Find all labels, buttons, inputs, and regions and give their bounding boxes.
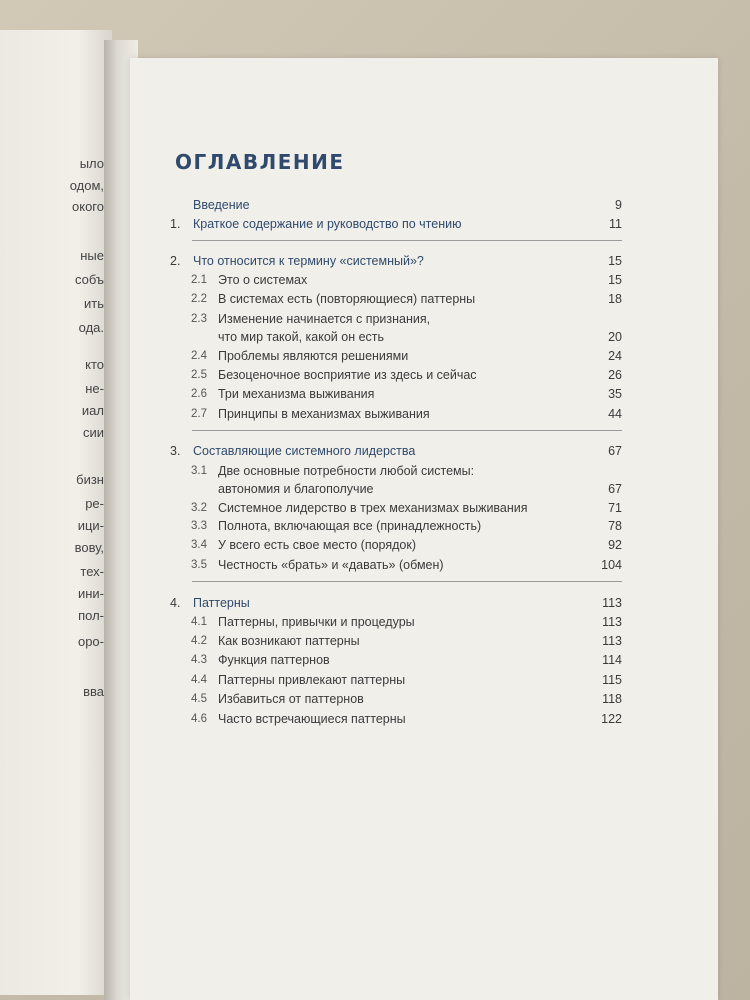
- toc-entry-title: Что относится к термину «системный»?: [193, 254, 424, 268]
- toc-entry-title: Функция паттернов: [218, 653, 330, 667]
- toc-entry-title: Паттерны: [193, 596, 250, 610]
- toc-entry-page: 44: [608, 407, 622, 421]
- toc-entry-number: 4.3: [191, 654, 207, 666]
- left-page-text: тех-: [80, 564, 104, 579]
- toc-section-entry: [170, 517, 622, 535]
- toc-section-entry: [170, 710, 622, 728]
- toc-entry-number: 4.1: [191, 616, 207, 628]
- toc-entry-number: 3.2: [191, 502, 207, 514]
- toc-entry-number: 3.5: [191, 559, 207, 571]
- toc-entry-number: 2.: [170, 254, 181, 268]
- toc-entry-page: 24: [608, 349, 622, 363]
- toc-entry-number: 2.2: [191, 293, 207, 305]
- toc-section-entry: [170, 405, 622, 423]
- toc-entry-page: 78: [608, 519, 622, 533]
- toc-entry-page: 18: [608, 292, 622, 306]
- toc-entry-title: Изменение начинается с признания,: [218, 312, 431, 326]
- toc-section-entry: [170, 651, 622, 669]
- toc-entry-number: 1.: [170, 217, 181, 231]
- section-divider: [192, 240, 622, 241]
- toc-entry-title: Системное лидерство в трех механизмах выживания: [218, 501, 528, 515]
- left-page-text: сии: [82, 425, 104, 440]
- toc-section-entry: [170, 632, 622, 650]
- toc-section-entry: [170, 328, 622, 346]
- toc-entry-title: Как возникают паттерны: [218, 634, 360, 648]
- toc-section-entry: [170, 366, 622, 384]
- left-page-text: ици-: [77, 518, 104, 533]
- left-page: [0, 30, 112, 995]
- toc-entry-title: Это о системах: [218, 273, 308, 287]
- toc-entry-title: Краткое содержание и руководство по чтению: [193, 217, 462, 231]
- toc-entry-page: 118: [602, 692, 622, 706]
- toc-chapter-entry: [170, 252, 622, 270]
- toc-entry-title: У всего есть свое место (порядок): [218, 538, 417, 552]
- toc-entry-title: Две основные потребности любой системы:: [218, 464, 475, 478]
- toc-entry-page: 113: [602, 596, 622, 610]
- toc-entry-page: 15: [608, 273, 622, 287]
- toc-entry-number: 2.7: [191, 408, 207, 420]
- toc-entry-number: 2.5: [191, 369, 207, 381]
- toc-entry-title: Три механизма выживания: [218, 387, 375, 401]
- toc-entry-title: В системах есть (повторяющиеся) паттерны: [218, 292, 476, 306]
- toc-entry-number: 3.3: [191, 520, 207, 532]
- toc-entry-number: 4.2: [191, 635, 207, 647]
- toc-entry-page: 113: [602, 615, 622, 629]
- toc-section-entry: [170, 480, 622, 498]
- left-page-text: вову,: [74, 540, 104, 555]
- toc-chapter-entry: [170, 594, 622, 612]
- toc-entry-title: что мир такой, какой он есть: [218, 330, 385, 344]
- toc-section-entry: [170, 310, 622, 328]
- left-page-text: пол-: [78, 608, 104, 623]
- toc-entry-page: 122: [601, 712, 622, 726]
- toc-section-entry: [170, 499, 622, 517]
- left-page-text: одом,: [69, 178, 104, 193]
- left-page-text: собъ: [74, 272, 104, 287]
- toc-entry-number: 4.: [170, 596, 181, 610]
- toc-entry-page: 26: [608, 368, 622, 382]
- toc-entry-page: 35: [608, 387, 622, 401]
- toc-entry-title: Паттерны привлекают паттерны: [218, 673, 406, 687]
- toc-entry-page: 15: [608, 254, 622, 268]
- toc-entry-title: Часто встречающиеся паттерны: [218, 712, 406, 726]
- toc-section-entry: [170, 690, 622, 708]
- toc-entry-page: 9: [615, 198, 622, 212]
- toc-entry-title: Принципы в механизмах выживания: [218, 407, 430, 421]
- toc-entry-page: 67: [608, 482, 622, 496]
- toc-entry-page: 113: [602, 634, 622, 648]
- left-page-text: ить: [84, 296, 104, 311]
- toc-entry-number: 3.4: [191, 539, 207, 551]
- toc-entry-page: 71: [608, 501, 622, 515]
- toc-entry-page: 11: [609, 217, 622, 231]
- toc-section-entry: [170, 385, 622, 403]
- toc-section-entry: [170, 613, 622, 631]
- toc-entry-page: 20: [608, 330, 622, 344]
- toc-entry-page: 115: [602, 673, 622, 687]
- toc-entry-title: Паттерны, привычки и процедуры: [218, 615, 415, 629]
- toc-chapter-entry: [170, 196, 622, 214]
- toc-entry-number: 3.: [170, 444, 181, 458]
- left-page-text: не-: [85, 381, 104, 396]
- left-page-text: оро-: [77, 634, 104, 649]
- toc-section-entry: [170, 671, 622, 689]
- toc-entry-title: Полнота, включающая все (принадлежность): [218, 519, 482, 533]
- left-page-text: кто: [85, 357, 104, 372]
- left-page-text: ре-: [85, 496, 104, 511]
- toc-entry-page: 104: [601, 558, 622, 572]
- toc-section-entry: [170, 271, 622, 289]
- section-divider: [192, 430, 622, 431]
- toc-heading: ОГЛАВЛЕНИЕ: [175, 150, 345, 174]
- toc-entry-number: 2.3: [191, 313, 207, 325]
- toc-section-entry: [170, 462, 622, 480]
- toc-entry-title: Избавиться от паттернов: [218, 692, 364, 706]
- left-page-text: ные: [80, 248, 104, 263]
- toc-entry-title: Честность «брать» и «давать» (обмен): [218, 558, 444, 572]
- toc-entry-title: Составляющие системного лидерства: [193, 444, 416, 458]
- toc-entry-title: Проблемы являются решениями: [218, 349, 409, 363]
- toc-entry-title: Введение: [193, 198, 250, 212]
- toc-section-entry: [170, 290, 622, 308]
- left-page-text: бизн: [76, 472, 104, 487]
- toc-chapter-entry: [170, 442, 622, 460]
- toc-entry-page: 114: [602, 653, 622, 667]
- left-page-text: иал: [81, 403, 104, 418]
- toc-entry-page: 92: [608, 538, 622, 552]
- toc-section-entry: [170, 556, 622, 574]
- toc-entry-number: 2.6: [191, 388, 207, 400]
- toc-entry-title: автономия и благополучие: [218, 482, 374, 496]
- toc-entry-number: 2.1: [191, 274, 207, 286]
- toc-entry-page: 67: [608, 444, 622, 458]
- toc-entry-number: 3.1: [191, 465, 207, 477]
- toc-entry-title: Безоценочное восприятие из здесь и сейчас: [218, 368, 477, 382]
- toc-entry-number: 4.6: [191, 713, 207, 725]
- toc-section-entry: [170, 347, 622, 365]
- left-page-text: ода.: [78, 320, 104, 335]
- section-divider: [192, 581, 622, 582]
- left-page-text: ини-: [77, 586, 104, 601]
- toc-entry-number: 4.5: [191, 693, 207, 705]
- left-page-text: ыло: [79, 156, 104, 171]
- left-page-text: вва: [83, 684, 104, 699]
- toc-section-entry: [170, 536, 622, 554]
- left-page-text: окого: [72, 199, 104, 214]
- toc-entry-number: 2.4: [191, 350, 207, 362]
- toc-chapter-entry: [170, 215, 622, 233]
- toc-entry-number: 4.4: [191, 674, 207, 686]
